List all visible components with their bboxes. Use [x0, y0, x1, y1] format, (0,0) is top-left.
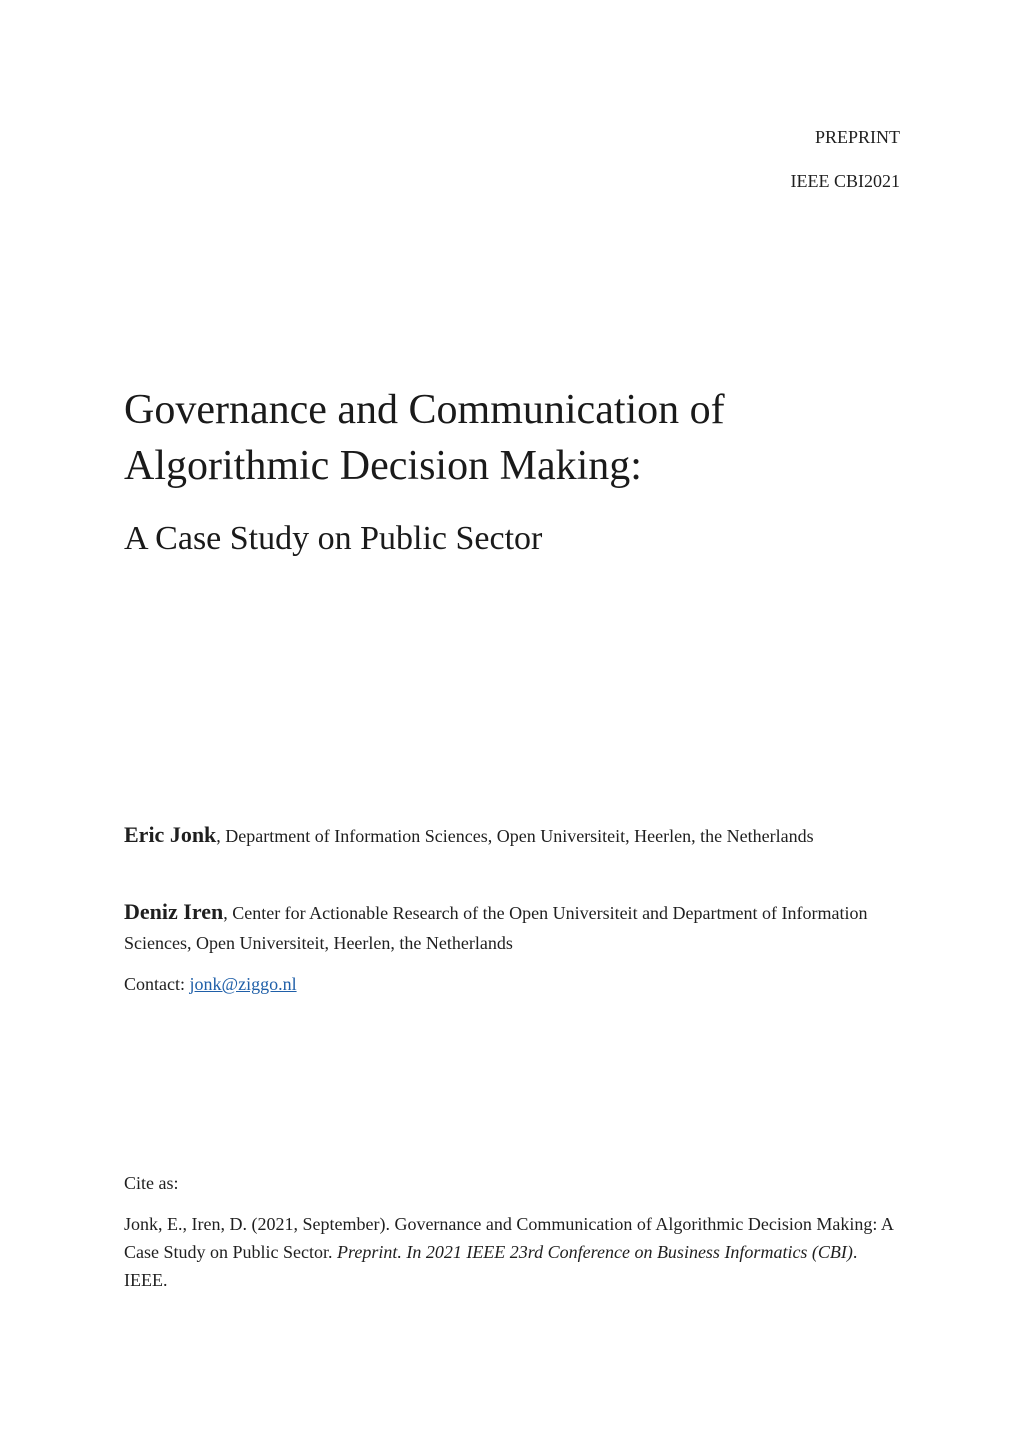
citation-text — [124, 1210, 904, 1294]
author-affiliation: , Department of Information Sciences, Open Universiteit, Heerlen, the Netherlands — [216, 826, 814, 846]
citation-tail: . IEEE. — [124, 1242, 858, 1290]
citation-main: Jonk, E., Iren, D. (2021, September). Governance and Communication of Algorithmic Decision Making: A Case Study on Public Sector. — [124, 1214, 893, 1262]
contact-line — [124, 970, 297, 998]
author-entry — [124, 897, 914, 958]
preprint-label: PREPRINT — [814, 127, 900, 147]
contact-email-link[interactable]: jonk@ziggo.nl — [189, 974, 297, 994]
author-entry — [124, 820, 914, 851]
paper-title-line-2: Algorithmic Decision Making: — [124, 443, 642, 489]
author-name: Deniz Iren — [124, 899, 224, 924]
conference-label: IEEE CBI2021 — [790, 171, 900, 191]
paper-title — [124, 382, 914, 494]
contact-label: Contact: — [124, 974, 190, 994]
paper-title-line-1: Governance and Communication of — [124, 387, 725, 433]
author-name: Eric Jonk — [124, 822, 217, 847]
author-affiliation: , Center for Actionable Research of the Open Universiteit and Department of Information Sciences, Open Universiteit, Heerlen, the Netherlands — [124, 903, 868, 953]
cite-as-label: Cite as: — [124, 1173, 179, 1193]
paper-subtitle: A Case Study on Public Sector — [124, 520, 543, 557]
citation-venue: Preprint. In 2021 IEEE 23rd Conference on Business Informatics (CBI) — [337, 1242, 853, 1262]
